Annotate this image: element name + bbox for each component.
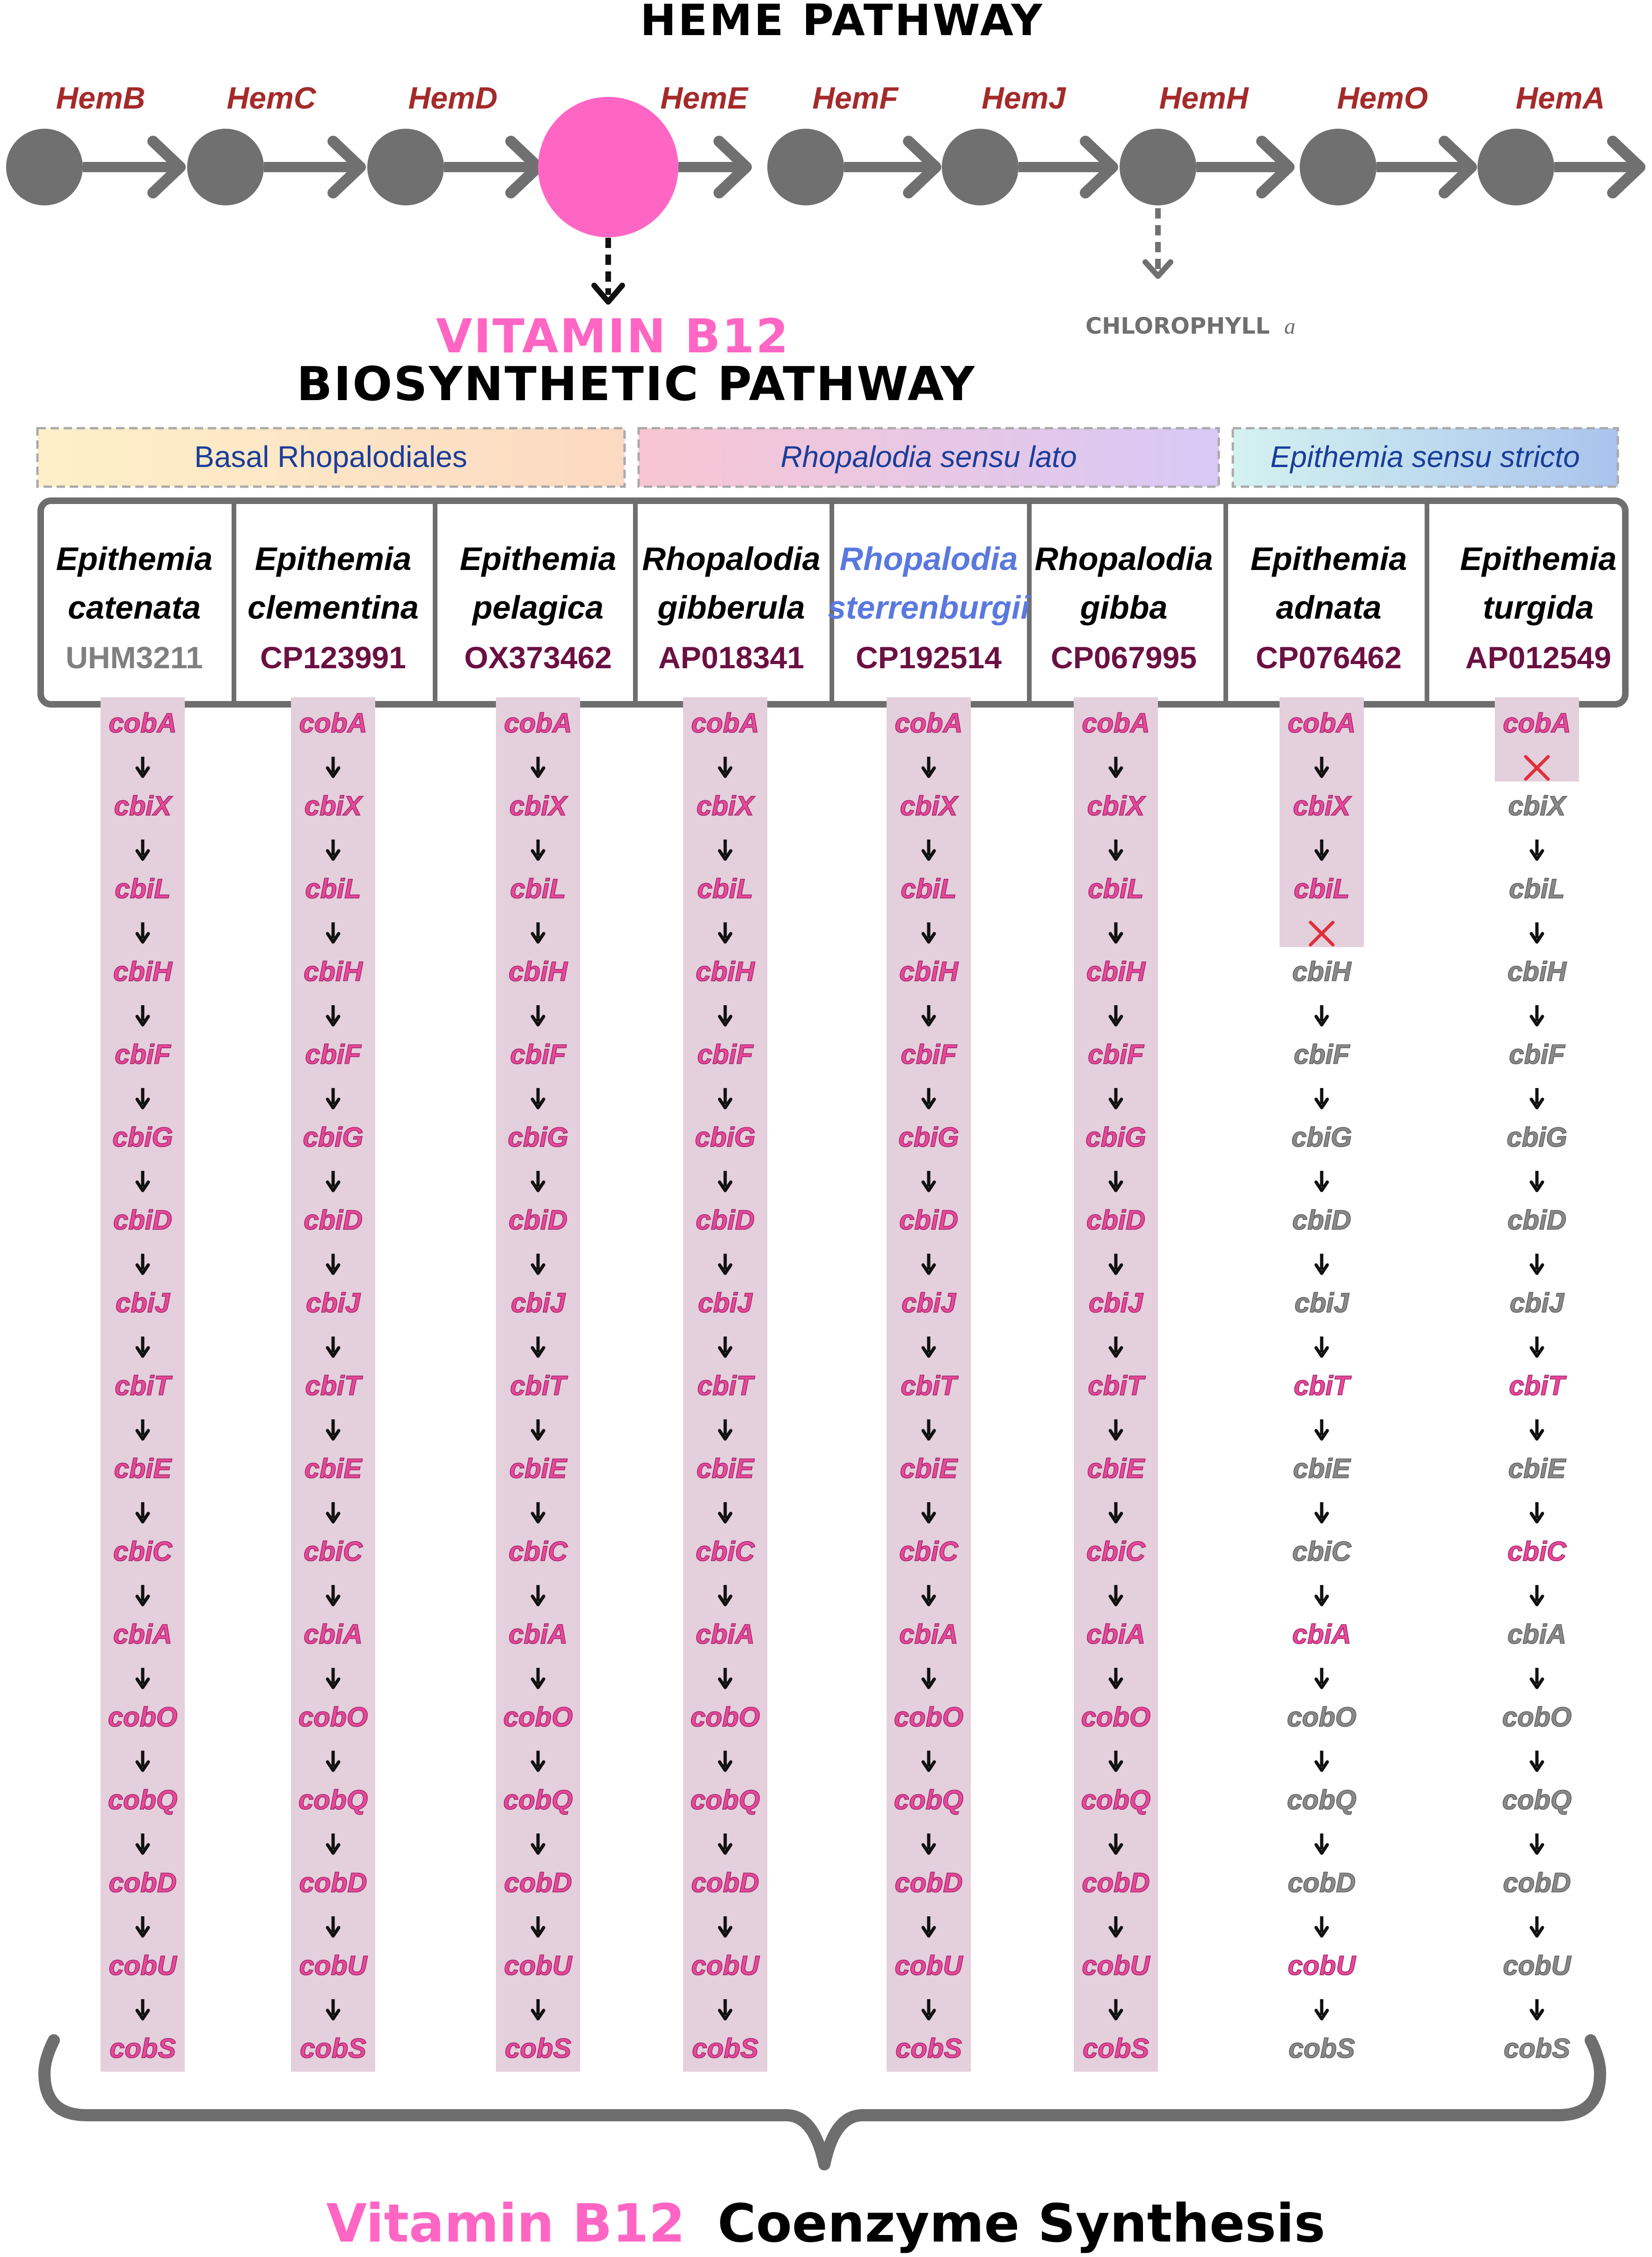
gene-label: cbiL [697, 874, 753, 904]
gene-label: cbiL [1088, 874, 1144, 904]
gene-label: cbiX [304, 791, 362, 821]
species-epithet: gibba [1080, 589, 1168, 626]
heme-node-uroporphyrinogen [538, 97, 678, 237]
gene-label: cobQ [1081, 1785, 1151, 1815]
gene-label: cbiD [1507, 1205, 1566, 1235]
gene-label: cbiH [696, 957, 755, 987]
gene-label: cobD [1503, 1868, 1571, 1898]
species-epithet: pelagica [472, 589, 604, 626]
gene-column [496, 697, 580, 2072]
gene-label: cobS [692, 2033, 758, 2064]
gene-label: cobU [504, 1950, 572, 1981]
gene-label: cbiC [1507, 1536, 1566, 1567]
heme-node [1477, 129, 1554, 205]
bottom-brace [44, 2040, 1600, 2164]
species-epithet: adnata [1276, 589, 1382, 626]
gene-label: cobU [691, 1950, 759, 1981]
gene-label: cbiC [696, 1536, 755, 1567]
gene-column [1495, 697, 1579, 2064]
gene-label: cbiG [1291, 1122, 1352, 1153]
gene-label: cobA [895, 708, 963, 738]
gene-label: cbiX [900, 791, 958, 821]
gene-label: cobO [894, 1702, 964, 1732]
gene-label: cobA [1503, 708, 1571, 738]
heme-node [367, 129, 444, 205]
gene-label: cbiD [899, 1205, 958, 1235]
gene-label: cbiT [115, 1371, 171, 1401]
svg-text:Vitamin B12 Coenzyme Synth [326, 2193, 1325, 2254]
gene-label: cbiL [1294, 874, 1350, 904]
gene-label: cbiD [509, 1205, 568, 1235]
heme-node [767, 129, 844, 205]
gene-label: cbiC [1292, 1536, 1351, 1567]
species-epithet: turgida [1483, 589, 1594, 626]
gene-label: cbiE [696, 1454, 754, 1484]
gene-label: cobS [505, 2033, 571, 2064]
gene-label: cobQ [298, 1785, 368, 1815]
gene-label: cobD [691, 1868, 759, 1898]
gene-label: cbiF [1294, 1039, 1350, 1070]
gene-label: cobU [109, 1950, 177, 1981]
species-genus: Rhopalodia [839, 541, 1018, 577]
gene-column [1074, 697, 1158, 2072]
group-boxes [37, 428, 1618, 487]
gene-label: cbiA [1292, 1619, 1351, 1650]
gene-label: cbiT [697, 1371, 753, 1401]
gene-label: cobS [109, 2033, 176, 2064]
svg-text:CHLOROPHYLL a [1085, 313, 1295, 339]
gene-label: cbiE [1087, 1454, 1145, 1484]
species-epithet: sterrenburgii [828, 589, 1030, 626]
gene-label: cobU [299, 1950, 367, 1981]
gene-label: cbiA [1086, 1619, 1145, 1650]
gene-label: cobU [895, 1950, 963, 1981]
gene-label: cobQ [1502, 1785, 1572, 1815]
heme-enzyme-label: HemE [660, 80, 748, 115]
gene-label: cbiD [696, 1205, 755, 1235]
gene-label: cbiD [1292, 1205, 1351, 1235]
gene-label: cbiT [305, 1371, 361, 1401]
gene-label: cbiF [305, 1039, 361, 1070]
gene-label: cbiG [1085, 1122, 1146, 1153]
gene-label: cbiE [1508, 1454, 1566, 1484]
heme-enzyme-label: HemF [812, 80, 898, 115]
gene-label: cbiH [509, 957, 568, 987]
heme-node [942, 129, 1019, 205]
heme-node [6, 129, 83, 205]
gene-label: cobA [691, 708, 759, 738]
gene-label: cbiC [113, 1536, 172, 1567]
species-accession: CP123991 [260, 640, 406, 675]
species-epithet: catenata [67, 589, 201, 626]
gene-label: cbiJ [901, 1288, 956, 1318]
gene-label: cbiG [898, 1122, 959, 1153]
gene-label: cobU [1082, 1950, 1150, 1981]
gene-label: cobQ [894, 1785, 964, 1815]
gene-label: cobO [1287, 1702, 1357, 1732]
gene-label: cbiF [1088, 1039, 1144, 1070]
gene-label: cobO [298, 1702, 368, 1732]
gene-label: cbiJ [698, 1288, 753, 1318]
gene-label: cobO [1081, 1702, 1151, 1732]
gene-label: cbiG [303, 1122, 364, 1153]
chlorophyll-label: CHLOROPHYLL [1085, 313, 1270, 339]
gene-label: cbiL [115, 874, 171, 904]
gene-label: cobD [109, 1868, 177, 1898]
species-genus: Rhopalodia [1034, 541, 1213, 577]
gene-label: cbiT [1088, 1371, 1144, 1401]
species-accession: AP012549 [1465, 640, 1611, 675]
gene-label: cbiF [901, 1039, 957, 1070]
gene-label: cbiH [113, 957, 172, 987]
gene-label: cbiD [113, 1205, 172, 1235]
gene-columns [101, 697, 1579, 2072]
gene-label: cobQ [690, 1785, 760, 1815]
gene-label: cbiC [1086, 1536, 1145, 1567]
heme-node [187, 129, 264, 205]
gene-label: cbiF [115, 1039, 171, 1070]
heme-enzyme-label: HemD [408, 80, 498, 115]
gene-label: cbiX [1087, 791, 1145, 821]
gene-label: cobA [504, 708, 572, 738]
gene-label: cbiF [510, 1039, 566, 1070]
vitamin-b12-title: VITAMIN B12 [436, 309, 790, 364]
species-accession: UHM3211 [65, 640, 203, 675]
chlorophyll-suffix: a [1284, 314, 1295, 339]
gene-column [101, 697, 185, 2072]
gene-label: cobD [504, 1868, 572, 1898]
gene-label: cobO [503, 1702, 573, 1732]
gene-label: cbiJ [1088, 1288, 1143, 1318]
gene-label: cobS [1288, 2033, 1355, 2064]
gene-label: cbiA [899, 1619, 958, 1650]
gene-label: cbiJ [1294, 1288, 1349, 1318]
gene-label: cobA [299, 708, 367, 738]
species-genus: Rhopalodia [642, 541, 821, 577]
heme-enzyme-label: HemC [226, 80, 316, 115]
gene-label: cbiE [509, 1454, 567, 1484]
gene-label: cbiX [1293, 791, 1351, 821]
species-accession: AP018341 [658, 640, 804, 675]
gene-label: cbiJ [115, 1288, 170, 1318]
footer-coenzyme-synthesis: Coenzyme Synthesis [717, 2193, 1325, 2254]
gene-label: cobQ [1287, 1785, 1357, 1815]
gene-label: cbiH [1507, 957, 1566, 987]
gene-label: cbiA [696, 1619, 755, 1650]
gene-label: cbiH [1292, 957, 1351, 987]
footer-vitamin-b12: Vitamin B12 [326, 2193, 685, 2254]
gene-label: cbiE [900, 1454, 958, 1484]
biosynthetic-pathway-title: BIOSYNTHETIC PATHWAY [296, 357, 976, 411]
gene-label: cbiJ [1509, 1288, 1565, 1318]
gene-column [887, 697, 971, 2072]
gene-label: cbiG [1506, 1122, 1567, 1153]
species-genus: Epithemia [459, 541, 617, 577]
heme-enzyme-label: HemJ [982, 80, 1066, 115]
gene-label: cobD [1288, 1868, 1356, 1898]
species-genus: Epithemia [1250, 541, 1407, 577]
gene-label: cbiX [696, 791, 754, 821]
gene-label: cbiF [697, 1039, 753, 1070]
gene-label: cobQ [108, 1785, 178, 1815]
species-genus: Epithemia [56, 541, 213, 577]
gene-label: cbiT [1509, 1371, 1565, 1401]
gene-label: cobS [1504, 2033, 1570, 2064]
group-label-rhopalodia: Rhopalodia sensu lato [780, 440, 1077, 474]
gene-label: cbiL [901, 874, 957, 904]
gene-label: cobO [690, 1702, 760, 1732]
gene-label: cbiD [1086, 1205, 1145, 1235]
gene-label: cobA [1082, 708, 1150, 738]
gene-label: cbiH [304, 957, 363, 987]
group-label-basal: Basal Rhopalodiales [194, 440, 467, 474]
heme-enzyme-label: HemH [1159, 80, 1249, 115]
heme-node [1300, 129, 1376, 205]
gene-label: cbiE [304, 1454, 362, 1484]
gene-label: cbiT [1294, 1371, 1350, 1401]
gene-label: cbiC [509, 1536, 568, 1567]
gene-label: cbiL [1509, 874, 1565, 904]
gene-label: cobS [300, 2033, 366, 2064]
gene-label: cbiG [695, 1122, 756, 1153]
gene-label: cobQ [503, 1785, 573, 1815]
gene-label: cbiE [114, 1454, 172, 1484]
gene-column [683, 697, 767, 2072]
group-label-epithemia: Epithemia sensu stricto [1270, 440, 1580, 474]
gene-label: cbiH [899, 957, 958, 987]
gene-label: cobA [1288, 708, 1356, 738]
gene-label: cbiL [510, 874, 566, 904]
gene-label: cbiA [509, 1619, 568, 1650]
gene-label: cobU [1503, 1950, 1571, 1981]
gene-column [291, 697, 375, 2072]
gene-label: cbiG [508, 1122, 568, 1153]
species-accession: CP192514 [856, 640, 1002, 675]
gene-label: cobA [109, 708, 177, 738]
gene-label: cbiT [901, 1371, 957, 1401]
gene-label: cobO [108, 1702, 178, 1732]
heme-node [1120, 129, 1196, 205]
species-epithet: gibberula [657, 589, 805, 626]
gene-label: cbiJ [510, 1288, 566, 1318]
gene-label: cobD [895, 1868, 963, 1898]
gene-label: cbiA [304, 1619, 363, 1650]
species-accession: CP076462 [1256, 640, 1402, 675]
gene-label: cbiC [899, 1536, 958, 1567]
gene-label: cbiE [1293, 1454, 1351, 1484]
gene-label: cbiF [1509, 1039, 1565, 1070]
gene-label: cbiG [112, 1122, 173, 1153]
species-genus: Epithemia [255, 541, 412, 577]
gene-label: cbiX [1508, 791, 1566, 821]
gene-label: cbiD [304, 1205, 363, 1235]
gene-label: cbiC [304, 1536, 363, 1567]
gene-label: cbiA [113, 1619, 172, 1650]
species-epithet: clementina [247, 589, 419, 626]
heme-pathway-title: HEME PATHWAY [640, 0, 1044, 45]
heme-enzyme-label: HemB [56, 80, 146, 115]
gene-label: cbiX [114, 791, 172, 821]
gene-label: cobS [895, 2033, 962, 2064]
gene-label: cbiH [1086, 957, 1145, 987]
gene-label: cbiA [1507, 1619, 1566, 1650]
species-accession: CP067995 [1051, 640, 1197, 675]
species-accession: OX373462 [464, 640, 612, 675]
gene-label: cbiT [510, 1371, 566, 1401]
species-genus: Epithemia [1460, 541, 1617, 577]
gene-label: cobD [299, 1868, 367, 1898]
heme-enzyme-label: HemA [1515, 80, 1605, 115]
heme-pathway-row [6, 80, 1640, 237]
gene-label: cobU [1288, 1950, 1356, 1981]
gene-column [1280, 697, 1364, 2064]
gene-label: cobS [1083, 2033, 1149, 2064]
gene-label: cbiX [509, 791, 567, 821]
heme-enzyme-label: HemO [1337, 80, 1428, 115]
gene-label: cobO [1502, 1702, 1572, 1732]
gene-label: cobD [1082, 1868, 1150, 1898]
gene-label: cbiJ [306, 1288, 361, 1318]
gene-label: cbiL [305, 874, 361, 904]
